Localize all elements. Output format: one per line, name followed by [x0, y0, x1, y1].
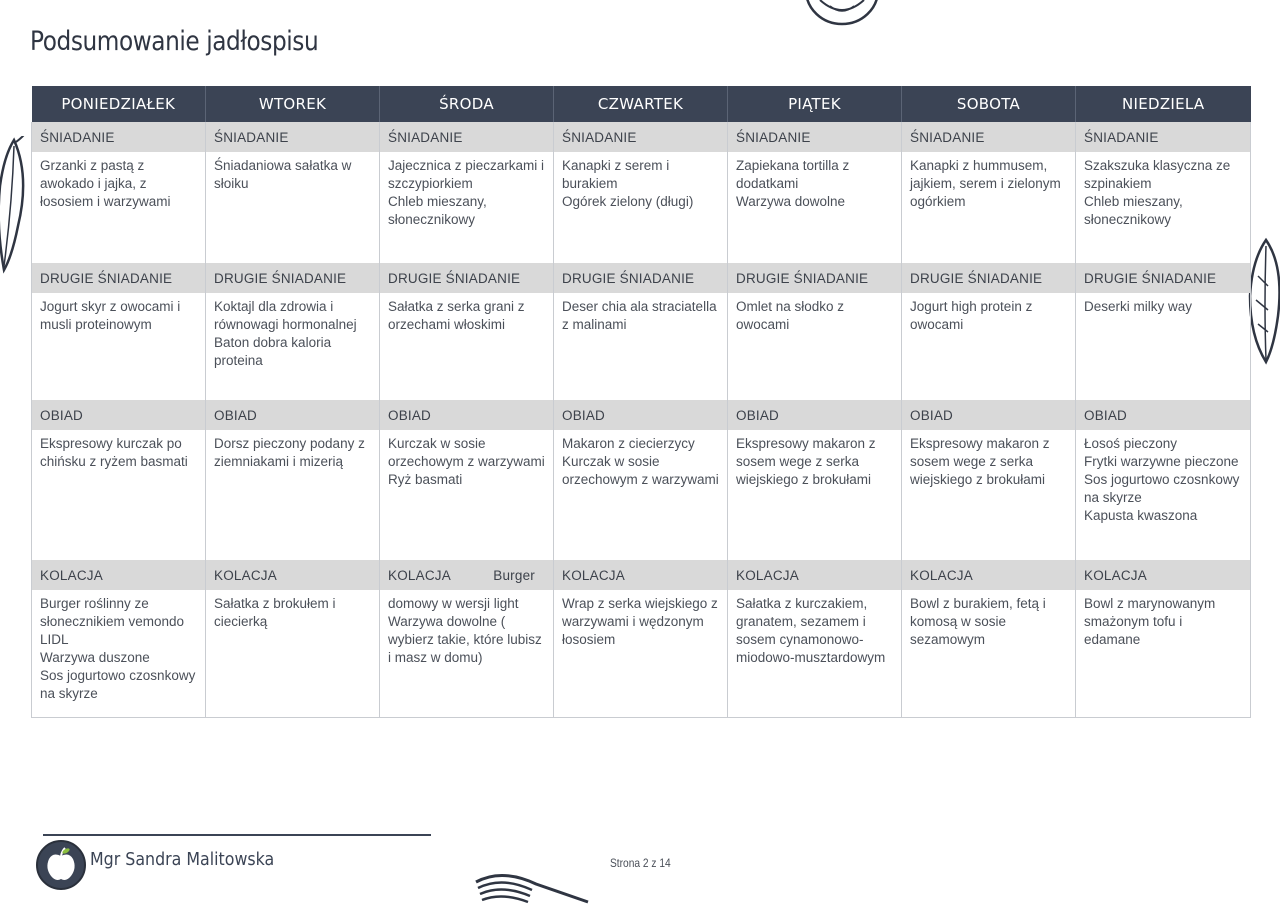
meal-item: Szakszuka klasyczna ze szpinakiem Chleb mieszany, słonecznikowy	[1076, 152, 1251, 263]
meal-item: Zapiekana tortilla z dodatkami Warzywa dowolne	[728, 152, 902, 263]
meal-item: Deserki milky way	[1076, 293, 1251, 400]
meal-label: KOLACJA	[32, 560, 206, 590]
meal-item: Deser chia ala straciatella z malinami	[554, 293, 728, 400]
meal-content-row	[32, 430, 1251, 560]
meal-item: Grzanki z pastą z awokado i jajka, z łososiem i warzywami	[32, 152, 206, 263]
meal-content-row	[32, 590, 1251, 718]
day-header-row	[32, 86, 1251, 122]
fork-sketch-icon	[472, 862, 592, 905]
meal-item: Ekspresowy kurczak po chińsku z ryżem basmati	[32, 430, 206, 560]
meal-item: Kanapki z serem i burakiem Ogórek zielony (długi)	[554, 152, 728, 263]
meal-item: Bowl z burakiem, fetą i komosą w sosie sezamowym	[902, 590, 1076, 718]
meal-label-extra: Burger	[493, 567, 535, 583]
day-header: WTOREK	[206, 86, 380, 122]
meal-item: Ekspresowy makaron z sosem wege z serka wiejskiego z brokułami	[728, 430, 902, 560]
meal-label: ŚNIADANIE	[1076, 122, 1251, 152]
meal-item: Sałatka z kurczakiem, granatem, sezamem i sosem cynamonowo-miodowo-musztardowym	[728, 590, 902, 718]
meal-label: ŚNIADANIE	[728, 122, 902, 152]
meal-item: Łosoś pieczony Frytki warzywne pieczone Sos jogurtowo czosnkowy na skyrze Kapusta kwaszona	[1076, 430, 1251, 560]
meal-label: DRUGIE ŚNIADANIE	[380, 263, 554, 293]
meal-item: Burger roślinny ze słonecznikiem vemondo LIDL Warzywa duszone Sos jogurtowo czosnkowy na skyrze	[32, 590, 206, 718]
meal-item: Kurczak w sosie orzechowym z warzywami Ryż basmati	[380, 430, 554, 560]
meal-label: ŚNIADANIE	[380, 122, 554, 152]
meal-label: KOLACJA	[728, 560, 902, 590]
meal-content-row	[32, 152, 1251, 263]
meal-label-row	[32, 560, 1251, 590]
meal-item: Jogurt high protein z owocami	[902, 293, 1076, 400]
meal-label-row	[32, 122, 1251, 152]
meal-item: Koktajl dla zdrowia i równowagi hormonalnej Baton dobra kaloria proteina	[206, 293, 380, 400]
meal-label-text: KOLACJA	[388, 567, 451, 583]
meal-label: OBIAD	[728, 400, 902, 430]
day-header: NIEDZIELA	[1076, 86, 1251, 122]
meal-label: DRUGIE ŚNIADANIE	[1076, 263, 1251, 293]
meal-content-row	[32, 293, 1251, 400]
meal-label: KOLACJA	[902, 560, 1076, 590]
meal-label: OBIAD	[902, 400, 1076, 430]
meal-label: KOLACJA	[554, 560, 728, 590]
meal-label	[380, 560, 554, 590]
meal-item: Jogurt skyr z owocami i musli proteinowym	[32, 293, 206, 400]
meal-label: ŚNIADANIE	[32, 122, 206, 152]
meal-label: OBIAD	[1076, 400, 1251, 430]
meal-label: ŚNIADANIE	[902, 122, 1076, 152]
day-header: PIĄTEK	[728, 86, 902, 122]
meal-label: DRUGIE ŚNIADANIE	[728, 263, 902, 293]
meal-item: Makaron z ciecierzycy Kurczak w sosie orzechowym z warzywami	[554, 430, 728, 560]
day-header: PONIEDZIAŁEK	[32, 86, 206, 122]
meal-item: Bowl z marynowanym smażonym tofu i edamane	[1076, 590, 1251, 718]
meal-item: Kanapki z hummusem, jajkiem, serem i zielonym ogórkiem	[902, 152, 1076, 263]
meal-label: OBIAD	[32, 400, 206, 430]
page-title: Podsumowanie jadłospisu	[30, 26, 319, 57]
footer-divider	[43, 834, 431, 836]
meal-label: DRUGIE ŚNIADANIE	[902, 263, 1076, 293]
apple-logo-icon	[36, 840, 86, 890]
meal-label: KOLACJA	[1076, 560, 1251, 590]
page-number: Strona 2 z 14	[610, 856, 671, 870]
meal-label: ŚNIADANIE	[554, 122, 728, 152]
day-header: SOBOTA	[902, 86, 1076, 122]
meal-item: Ekspresowy makaron z sosem wege z serka wiejskiego z brokułami	[902, 430, 1076, 560]
meal-label: DRUGIE ŚNIADANIE	[206, 263, 380, 293]
meal-item: Sałatka z brokułem i ciecierką	[206, 590, 380, 718]
menu-table	[31, 86, 1251, 718]
meal-label: OBIAD	[380, 400, 554, 430]
meal-item: Śniadaniowa sałatka w słoiku	[206, 152, 380, 263]
meal-item: Jajecznica z pieczarkami i szczypiorkiem Chleb mieszany, słonecznikowy	[380, 152, 554, 263]
meal-item: Omlet na słodko z owocami	[728, 293, 902, 400]
meal-item: domowy w wersji light Warzywa dowolne ( wybierz takie, które lubisz i masz w domu)	[380, 590, 554, 718]
meal-label-row	[32, 400, 1251, 430]
meal-label: OBIAD	[554, 400, 728, 430]
meal-label-row	[32, 263, 1251, 293]
meal-label: DRUGIE ŚNIADANIE	[32, 263, 206, 293]
apple-sketch-icon	[800, 0, 884, 30]
meal-label: DRUGIE ŚNIADANIE	[554, 263, 728, 293]
meal-label: OBIAD	[206, 400, 380, 430]
day-header: CZWARTEK	[554, 86, 728, 122]
meal-label: ŚNIADANIE	[206, 122, 380, 152]
meal-label: KOLACJA	[206, 560, 380, 590]
meal-item: Dorsz pieczony podany z ziemniakami i mizerią	[206, 430, 380, 560]
author-name: Mgr Sandra Malitowska	[90, 849, 275, 870]
meal-item: Sałatka z serka grani z orzechami włoskimi	[380, 293, 554, 400]
meal-item: Wrap z serka wiejskiego z warzywami i wędzonym łososiem	[554, 590, 728, 718]
leaf-sketch-icon	[0, 136, 34, 276]
day-header: ŚRODA	[380, 86, 554, 122]
